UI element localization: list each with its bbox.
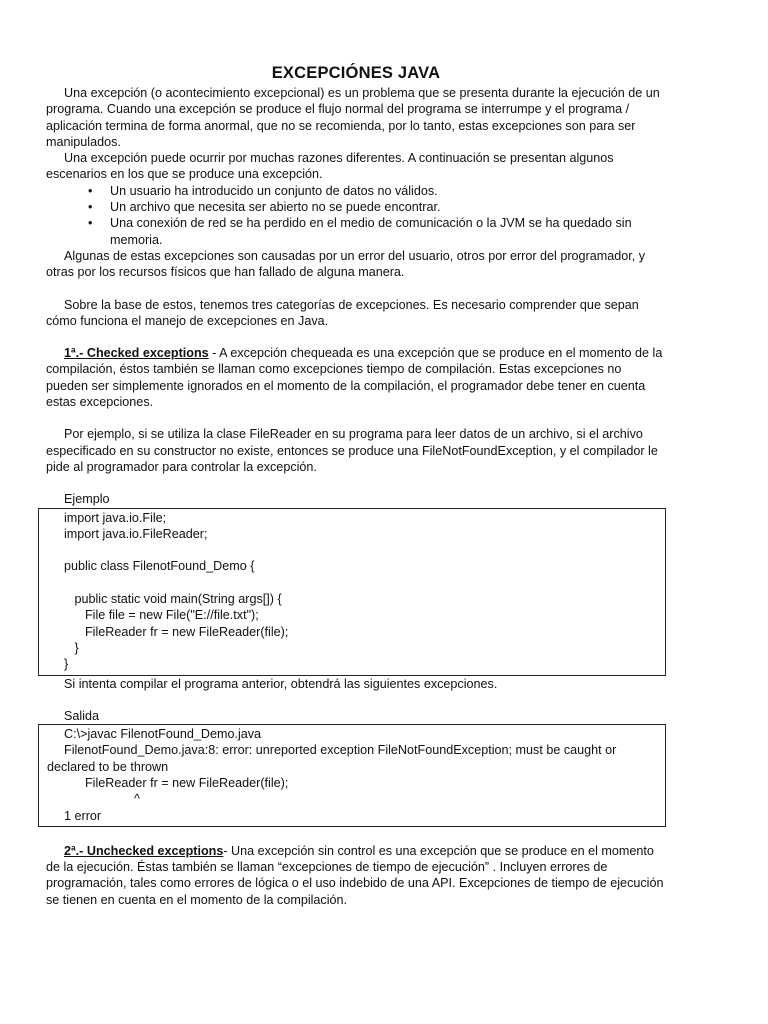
list-item: • Un archivo que necesita ser abierto no se puede encontrar. bbox=[88, 200, 441, 215]
code-line: public class FilenotFound_Demo { bbox=[64, 559, 255, 574]
paragraph-unchecked: 2ª.- Unchecked exceptions- Una excepción sin control es una excepción que se produce en el momento de la ejecución. Éstas también se llaman “excepciones de tiempo de ejecución” . Incluyen errores de programación, tales como errores de lógica o el uso indebido de una API. Excepciones de tiempo de ejecución se tienen en cuenta en el momento de la compilación. bbox=[46, 843, 664, 907]
paragraph-causes: Una excepción puede ocurrir por muchas razones diferentes. A continuación se presentan algunos escenarios en los que se produce una excepción. bbox=[46, 151, 614, 182]
list-item: • Un usuario ha introducido un conjunto de datos no válidos. bbox=[88, 183, 438, 198]
document-page bbox=[46, 60, 666, 908]
code-line: File file = new File("E://file.txt"); bbox=[64, 608, 259, 623]
output-line: ^ bbox=[64, 792, 140, 807]
code-line: } bbox=[64, 640, 79, 655]
example-label: Ejemplo bbox=[64, 492, 110, 507]
code-line: import java.io.File; bbox=[64, 510, 167, 525]
bullet-icon: • bbox=[88, 200, 93, 215]
output-line: FilenotFound_Demo.java:8: error: unreported exception FileNotFoundException; must be caught or declared to be thrown bbox=[47, 743, 617, 774]
paragraph-categories: Sobre la base de estos, tenemos tres categorías de excepciones. Es necesario comprender que sepan cómo funciona el manejo de excepciones en Java. bbox=[46, 297, 639, 328]
document-title: EXCEPCIÓNES JAVA bbox=[271, 64, 441, 82]
output-line: FileReader fr = new FileReader(file); bbox=[64, 775, 289, 790]
code-output-box bbox=[38, 724, 666, 827]
code-line bbox=[39, 575, 665, 591]
paragraph-intro: Una excepción (o acontecimiento excepcional) es un problema que se presenta durante la ejecución de un programa. Cuando una excepción se produce el flujo normal del programa se interrumpe y el programa / aplicación termina de forma anormal, que no se recomienda, por lo tanto, estas excepciones son para ser manipulados. bbox=[46, 86, 660, 149]
paragraph-sources: Algunas de estas excepciones son causadas por un error del usuario, otros por error del programador, y otras por los recursos físicos que han fallado de alguna manera. bbox=[46, 248, 646, 280]
code-line: FileReader fr = new FileReader(file); bbox=[64, 624, 289, 639]
code-line bbox=[39, 542, 665, 558]
output-line: C:\>javac FilenotFound_Demo.java bbox=[64, 727, 262, 742]
bullet-icon: • bbox=[88, 183, 93, 198]
checked-heading: 1ª.- Checked exceptions bbox=[64, 346, 209, 361]
unchecked-heading: 2ª.- Unchecked exceptions bbox=[64, 843, 224, 858]
code-line: import java.io.FileReader; bbox=[64, 526, 208, 541]
list-item: • Una conexión de red se ha perdido en el medio de comunicación o la JVM se ha quedado sin memoria. bbox=[88, 216, 632, 247]
code-line: } bbox=[64, 657, 69, 672]
paragraph-checked: 1ª.- Checked exceptions - A excepción chequeada es una excepción que se produce en el momento de la compilación, éstos también se llaman como excepciones tiempo de compilación. Estas excepciones no pueden ser simplemente ignorados en el momento de la compilación, el programador debe tener en cuenta estas excepciones. bbox=[46, 346, 663, 410]
code-line: public static void main(String args[]) { bbox=[64, 592, 282, 607]
output-line: 1 error bbox=[64, 808, 102, 823]
paragraph-filereader-example: Por ejemplo, si se utiliza la clase FileReader en su programa para leer datos de un archivo, si el archivo especificado en su constructor no existe, entonces se produce una FileNotFoundException, y el compilador le pide al programador para controlar la excepción. bbox=[46, 427, 658, 474]
output-label: Salida bbox=[64, 708, 100, 723]
bullet-icon: • bbox=[88, 216, 93, 231]
paragraph-compile-note: Si intenta compilar el programa anterior, obtendrá las siguientes excepciones. bbox=[64, 676, 498, 691]
code-example-box bbox=[38, 508, 666, 676]
bullet-list bbox=[46, 183, 666, 248]
